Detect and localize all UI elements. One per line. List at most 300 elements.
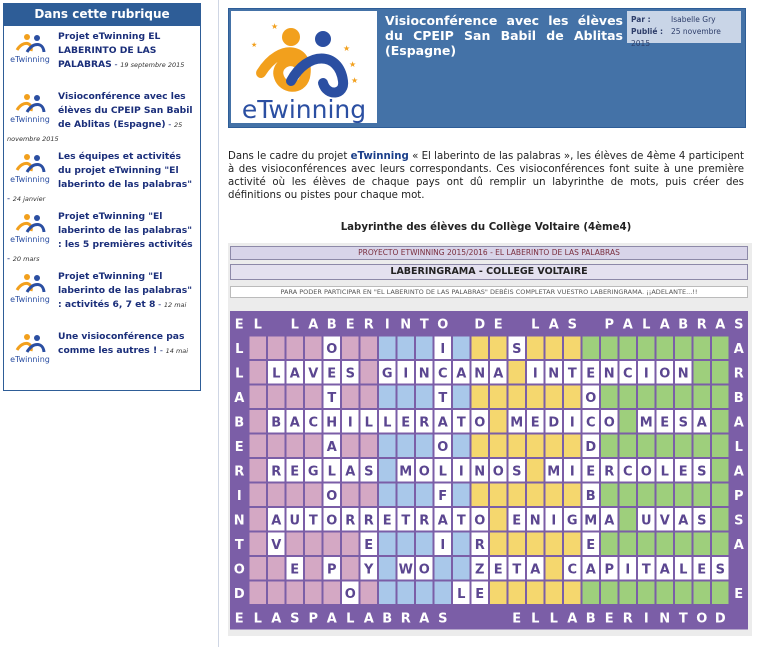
- maze-letter: I: [403, 366, 409, 382]
- maze-cell: [712, 337, 729, 360]
- sidebar-item-title[interactable]: Projet eTwinning "El laberinto de las palabras" : les 5 premières activités: [58, 211, 193, 250]
- sidebar-item-6[interactable]: eTwinning Une visioconférence pas comme les autres ! - 14 mai: [7, 330, 197, 386]
- maze-cell: [694, 582, 711, 605]
- maze-cell: [527, 337, 544, 360]
- maze-letter: I: [643, 611, 649, 627]
- maze-letter: E: [401, 415, 411, 431]
- maze-cell: [287, 533, 304, 556]
- maze-cell: [620, 582, 637, 605]
- maze-cell: [657, 386, 674, 409]
- maze-cell: [435, 557, 452, 580]
- maze-cell: [250, 508, 267, 531]
- maze-letter: S: [697, 513, 707, 529]
- maze-cell: [620, 508, 637, 531]
- maze-cell: [675, 386, 692, 409]
- svg-text:eTwinning: eTwinning: [10, 295, 50, 304]
- maze-cell: [620, 533, 637, 556]
- maze-letter: L: [531, 317, 540, 333]
- maze-cell: [731, 557, 748, 580]
- maze-letter: O: [418, 464, 430, 480]
- maze-letter: O: [326, 341, 338, 357]
- maze-letter: U: [289, 513, 301, 529]
- maze-cell: [361, 337, 378, 360]
- maze-cell: [453, 606, 470, 629]
- maze-letter: A: [308, 317, 319, 333]
- maze-letter: E: [234, 317, 244, 333]
- maze-letter: M: [639, 415, 653, 431]
- maze-cell: [453, 386, 470, 409]
- maze-cell: [546, 557, 563, 580]
- maze-letter: A: [345, 464, 356, 480]
- maze-letter: A: [585, 562, 596, 578]
- maze-cell: [416, 386, 433, 409]
- maze-letter: A: [437, 513, 448, 529]
- maze-cell: [509, 533, 526, 556]
- maze-letter: L: [235, 341, 244, 357]
- maze-letter: E: [530, 415, 540, 431]
- maze-cell: [694, 484, 711, 507]
- maze-cell: [527, 533, 544, 556]
- maze-letter: I: [236, 488, 242, 504]
- sidebar-item-date: 20 mars: [12, 255, 40, 263]
- maze-letter: B: [678, 317, 689, 333]
- maze-letter: S: [512, 341, 522, 357]
- maze-letter: P: [604, 562, 615, 578]
- maze-cell: [342, 533, 359, 556]
- svg-text:★: ★: [271, 22, 279, 31]
- maze-letter: N: [474, 366, 486, 382]
- maze-cell: [250, 361, 267, 384]
- maze-cell: [490, 386, 507, 409]
- svg-text:eTwinning: eTwinning: [10, 55, 50, 64]
- maze-letter: E: [586, 366, 596, 382]
- published-label: Publié :: [631, 27, 664, 36]
- svg-text:eTwinning: eTwinning: [10, 355, 50, 364]
- maze-cell: [564, 582, 581, 605]
- maze-letter: R: [234, 464, 245, 480]
- maze-letter: A: [733, 341, 744, 357]
- maze-letter: C: [585, 415, 596, 431]
- maze-cell: [564, 386, 581, 409]
- maze-cell: [268, 312, 285, 335]
- maze-cell: [509, 386, 526, 409]
- maze-cell: [379, 459, 396, 482]
- word-maze-grid: [228, 243, 752, 636]
- maze-letter: V: [308, 366, 319, 382]
- maze-cell: [416, 337, 433, 360]
- author-name[interactable]: Isabelle Gry: [671, 15, 716, 24]
- maze-cell: [601, 533, 618, 556]
- maze-cell: [657, 337, 674, 360]
- maze-letter: I: [440, 341, 446, 357]
- sidebar-item-title[interactable]: Une visioconférence pas comme les autres !: [58, 331, 185, 356]
- maze-cell: [490, 410, 507, 433]
- maze-cell: [712, 484, 729, 507]
- maze-letter: O: [418, 562, 430, 578]
- maze-letter: I: [551, 513, 557, 529]
- maze-cell: [305, 337, 322, 360]
- maze-letter: A: [326, 611, 337, 627]
- maze-cell: [620, 386, 637, 409]
- sidebar-item-date: 12 mai: [163, 301, 187, 309]
- maze-cell: [694, 337, 711, 360]
- maze-letter: O: [344, 586, 356, 602]
- maze-cell: [490, 484, 507, 507]
- maze-cell: [250, 533, 267, 556]
- maze-cell: [453, 337, 470, 360]
- maze-letter: R: [604, 464, 615, 480]
- maze-cell: [379, 386, 396, 409]
- maze-letter: P: [326, 562, 337, 578]
- maze-cell: [601, 386, 618, 409]
- maze-letter: L: [549, 611, 558, 627]
- maze-cell: [250, 410, 267, 433]
- maze-letter: A: [493, 366, 504, 382]
- maze-cell: [601, 337, 618, 360]
- maze-letter: E: [678, 464, 688, 480]
- maze-letter: A: [604, 513, 615, 529]
- maze-cell: [287, 582, 304, 605]
- maze-cell: [527, 484, 544, 507]
- maze-cell: [268, 582, 285, 605]
- maze-letter: S: [512, 464, 522, 480]
- maze-cell: [342, 435, 359, 458]
- etwinning-thumb-icon: [7, 90, 53, 124]
- maze-letter: R: [271, 464, 282, 480]
- maze-letter: E: [586, 464, 596, 480]
- maze-cell: [398, 337, 415, 360]
- maze-cell: [564, 533, 581, 556]
- maze-cell: [546, 533, 563, 556]
- maze-letter: N: [233, 513, 245, 529]
- maze-cell: [324, 582, 341, 605]
- maze-cell: [398, 533, 415, 556]
- maze-letter: L: [235, 366, 244, 382]
- maze-letter: T: [678, 611, 688, 627]
- maze-letter: I: [458, 464, 464, 480]
- maze-letter: T: [327, 390, 337, 406]
- maze-cell: [416, 582, 433, 605]
- maze-cell: [287, 435, 304, 458]
- maze-letter: N: [400, 317, 412, 333]
- maze-cell: [305, 557, 322, 580]
- maze-letter: E: [660, 415, 670, 431]
- maze-letter: R: [419, 415, 430, 431]
- sidebar-item-4[interactable]: eTwinning Projet eTwinning "El laberinto de las palabras" : les 5 premières activités - 20 mars: [7, 211, 193, 264]
- maze-cell: [324, 533, 341, 556]
- svg-text:eTwinning: eTwinning: [10, 235, 50, 244]
- maze-cell: [657, 435, 674, 458]
- maze-letter: N: [677, 366, 689, 382]
- maze-cell: [268, 484, 285, 507]
- maze-cell: [361, 435, 378, 458]
- maze-cell: [342, 557, 359, 580]
- maze-letter: A: [548, 317, 559, 333]
- etwinning-logo: [231, 11, 377, 123]
- maze-letter: L: [327, 464, 336, 480]
- published-date: 25 novembre 2015: [631, 27, 721, 48]
- maze-letter: E: [290, 464, 300, 480]
- svg-text:★: ★: [349, 60, 357, 69]
- maze-cell: [509, 361, 526, 384]
- maze-letter: S: [290, 611, 300, 627]
- maze-letter: S: [364, 464, 374, 480]
- sidebar-heading: Dans cette rubrique: [4, 4, 200, 26]
- maze-letter: P: [733, 488, 744, 504]
- article-meta: [627, 11, 741, 48]
- svg-text:eTwinning: eTwinning: [241, 95, 367, 123]
- maze-letter: L: [457, 586, 466, 602]
- maze-cell: [601, 484, 618, 507]
- maze-letter: V: [271, 537, 282, 553]
- maze-letter: S: [345, 366, 355, 382]
- article-header: [228, 8, 746, 128]
- maze-letter: N: [603, 366, 615, 382]
- maze-letter: L: [660, 464, 669, 480]
- etwinning-thumb-icon: [7, 270, 53, 304]
- maze-letter: L: [679, 562, 688, 578]
- maze-cell: [287, 386, 304, 409]
- maze-letter: M: [547, 464, 561, 480]
- maze-letter: E: [234, 611, 244, 627]
- maze-letter: E: [512, 513, 522, 529]
- maze-cell: [268, 337, 285, 360]
- sidebar-item-date: 25 novembre 2015: [7, 121, 183, 143]
- maze-letter: B: [326, 317, 337, 333]
- maze-cell: [638, 533, 655, 556]
- maze-letter: D: [714, 611, 726, 627]
- maze-cell: [694, 435, 711, 458]
- maze-cell: [250, 582, 267, 605]
- maze-cell: [527, 459, 544, 482]
- maze-letter: A: [733, 464, 744, 480]
- maze-cell: [490, 508, 507, 531]
- maze-letter: I: [347, 415, 353, 431]
- maze-letter: C: [308, 415, 319, 431]
- maze-letter: N: [418, 366, 430, 382]
- maze-cell: [490, 533, 507, 556]
- maze-letter: D: [548, 415, 560, 431]
- maze-cell: [657, 484, 674, 507]
- maze-letter: A: [622, 317, 633, 333]
- maze-cell: [472, 435, 489, 458]
- maze-letter: R: [622, 611, 633, 627]
- intro-text-start: Dans le cadre du projet: [228, 151, 351, 162]
- maze-cell: [564, 435, 581, 458]
- maze-letter: L: [272, 366, 281, 382]
- sidebar-item-title[interactable]: Projet eTwinning EL LABERINTO DE LAS PALABRAS: [58, 31, 161, 70]
- maze-cell: [712, 410, 729, 433]
- maze-letter: E: [734, 586, 744, 602]
- maze-cell: [546, 435, 563, 458]
- maze-cell: [416, 484, 433, 507]
- maze-cell: [398, 386, 415, 409]
- maze-letter: A: [271, 513, 282, 529]
- maze-cell: [694, 386, 711, 409]
- maze-letter: L: [290, 317, 299, 333]
- maze-cell: [712, 508, 729, 531]
- maze-cell: [361, 386, 378, 409]
- maze-letter: T: [456, 415, 466, 431]
- author-label: Par :: [631, 15, 651, 24]
- maze-letter: A: [659, 317, 670, 333]
- maze-letter: T: [234, 537, 244, 553]
- maze-letter: L: [253, 611, 262, 627]
- svg-text:★: ★: [351, 76, 359, 85]
- maze-cell: [398, 484, 415, 507]
- maze-cell: [638, 386, 655, 409]
- maze-cell: [342, 386, 359, 409]
- maze-cell: [250, 484, 267, 507]
- maze-letter: L: [253, 317, 262, 333]
- maze-cell: [268, 557, 285, 580]
- sidebar-rubrique: [3, 3, 201, 391]
- sidebar-item-title[interactable]: Visioconférence avec les élèves du CPEIP San Babil de Ablitas (Espagne): [58, 91, 193, 130]
- maze-cell: [379, 484, 396, 507]
- maze-letter: B: [234, 415, 245, 431]
- maze-cell: [675, 337, 692, 360]
- maze-letter: T: [456, 513, 466, 529]
- maze-letter: A: [733, 415, 744, 431]
- maze-cell: [546, 582, 563, 605]
- maze-cell: [287, 337, 304, 360]
- sidebar-list: [4, 26, 200, 386]
- maze-letter: W: [398, 562, 413, 578]
- maze-letter: I: [384, 317, 390, 333]
- maze-cell: [305, 484, 322, 507]
- maze-cell: [361, 484, 378, 507]
- maze-cell: [657, 533, 674, 556]
- svg-text:eTwinning: eTwinning: [10, 175, 50, 184]
- maze-cell: [490, 435, 507, 458]
- svg-text:★: ★: [343, 44, 351, 53]
- maze-letter: Y: [364, 562, 374, 578]
- maze-letter: O: [233, 562, 245, 578]
- maze-cell: [601, 435, 618, 458]
- maze-letter: O: [492, 464, 504, 480]
- maze-cell: [620, 435, 637, 458]
- maze-letter: P: [604, 317, 615, 333]
- etwinning-logo-icon: [231, 11, 377, 123]
- maze-letter: E: [512, 611, 522, 627]
- maze-letter: A: [733, 537, 744, 553]
- maze-letter: O: [603, 415, 615, 431]
- image-caption: Labyrinthe des élèves du Collège Voltaire (4ème4): [340, 222, 632, 233]
- maze-cell: [731, 606, 748, 629]
- maze-letter: N: [474, 464, 486, 480]
- maze-letter: E: [290, 562, 300, 578]
- maze-cell: [379, 435, 396, 458]
- sidebar-item-date: 24 janvier: [12, 195, 46, 203]
- maze-cell: [250, 459, 267, 482]
- maze-cell: [342, 484, 359, 507]
- maze-letter: O: [437, 439, 449, 455]
- etwinning-thumb-icon: [7, 330, 53, 364]
- maze-cell: [527, 582, 544, 605]
- maze-cell: [620, 484, 637, 507]
- maze-letter: A: [234, 390, 245, 406]
- maze-cell: [398, 582, 415, 605]
- maze-letter: P: [308, 611, 319, 627]
- maze-letter: A: [419, 611, 430, 627]
- maze-cell: [361, 361, 378, 384]
- maze-letter: B: [382, 611, 393, 627]
- maze-letter: C: [622, 366, 633, 382]
- maze-letter: A: [326, 439, 337, 455]
- maze-letter: D: [474, 317, 486, 333]
- maze-cell: [342, 337, 359, 360]
- maze-letter: N: [529, 513, 541, 529]
- sidebar-item-3[interactable]: eTwinning Les équipes et activités du projet eTwinning "El laberinto de las palabras" - 24 janvier: [7, 151, 192, 204]
- maze-cell: [620, 410, 637, 433]
- maze-letter: E: [604, 611, 614, 627]
- article-area: [218, 0, 757, 647]
- sidebar-item-title[interactable]: Les équipes et activités du projet eTwinning "El laberinto de las palabras": [58, 151, 192, 190]
- maze-letter: R: [400, 611, 411, 627]
- maze-cell: [675, 484, 692, 507]
- maze-letter: T: [438, 390, 448, 406]
- sidebar-item-2[interactable]: eTwinning Visioconférence avec les élèves du CPEIP San Babil de Ablitas (Espagne) - 25 novembre 2015: [7, 91, 193, 143]
- maze-letter: T: [401, 513, 411, 529]
- maze-cell: [453, 557, 470, 580]
- maze-letter: A: [678, 513, 689, 529]
- maze-letter: E: [364, 537, 374, 553]
- intro-etwinning-link[interactable]: eTwinning: [350, 151, 409, 162]
- maze-letter: E: [327, 366, 337, 382]
- sidebar-item-date: 19 septembre 2015: [120, 61, 185, 69]
- sidebar-item-1[interactable]: eTwinning Projet eTwinning EL LABERINTO DE LAS PALABRAS - 19 septembre 2015: [7, 30, 197, 86]
- maze-cell: [379, 582, 396, 605]
- maze-letter: O: [659, 366, 671, 382]
- maze-cell: [453, 533, 470, 556]
- maze-letter: T: [308, 513, 318, 529]
- sidebar-item-title[interactable]: Projet eTwinning "El laberinto de las palabras" : activités 6, 7 et 8: [58, 271, 192, 310]
- maze-cell: [564, 337, 581, 360]
- maze-letter: L: [734, 439, 743, 455]
- instruction-banner: PARA PODER PARTICIPAR EN "EL LABERINTO DE LAS PALABRAS" DEBÉIS COMPLETAR VUESTRO LABERINGRAMA. ¡¡ADELANTE...!!: [230, 286, 748, 298]
- etwinning-thumb-icon: [7, 30, 53, 64]
- labyrinth-image[interactable]: [228, 243, 752, 636]
- maze-cell: [509, 435, 526, 458]
- maze-cell: [305, 582, 322, 605]
- maze-cell: [712, 435, 729, 458]
- maze-cell: [435, 582, 452, 605]
- maze-letter: I: [625, 562, 631, 578]
- sidebar-item-5[interactable]: eTwinning Projet eTwinning "El laberinto de las palabras" : activités 6, 7 et 8 - 12 mai: [7, 270, 197, 326]
- maze-letter: M: [510, 415, 524, 431]
- maze-cell: [675, 582, 692, 605]
- maze-letter: G: [566, 513, 578, 529]
- maze-cell: [694, 361, 711, 384]
- maze-cell: [509, 484, 526, 507]
- maze-letter: S: [697, 464, 707, 480]
- maze-cell: [712, 361, 729, 384]
- maze-letter: L: [438, 464, 447, 480]
- maze-letter: R: [733, 366, 744, 382]
- maze-letter: L: [383, 415, 392, 431]
- project-banner: PROYECTO ETWINNING 2015/2016 - EL LABERINTO DE LAS PALABRAS: [230, 246, 748, 260]
- maze-letter: C: [622, 464, 633, 480]
- maze-letter: L: [531, 611, 540, 627]
- maze-cell: [527, 435, 544, 458]
- maze-letter: A: [530, 562, 541, 578]
- maze-letter: R: [419, 513, 430, 529]
- maze-letter: T: [567, 366, 577, 382]
- maze-cell: [379, 557, 396, 580]
- maze-cell: [305, 386, 322, 409]
- maze-cell: [601, 582, 618, 605]
- maze-letter: A: [567, 611, 578, 627]
